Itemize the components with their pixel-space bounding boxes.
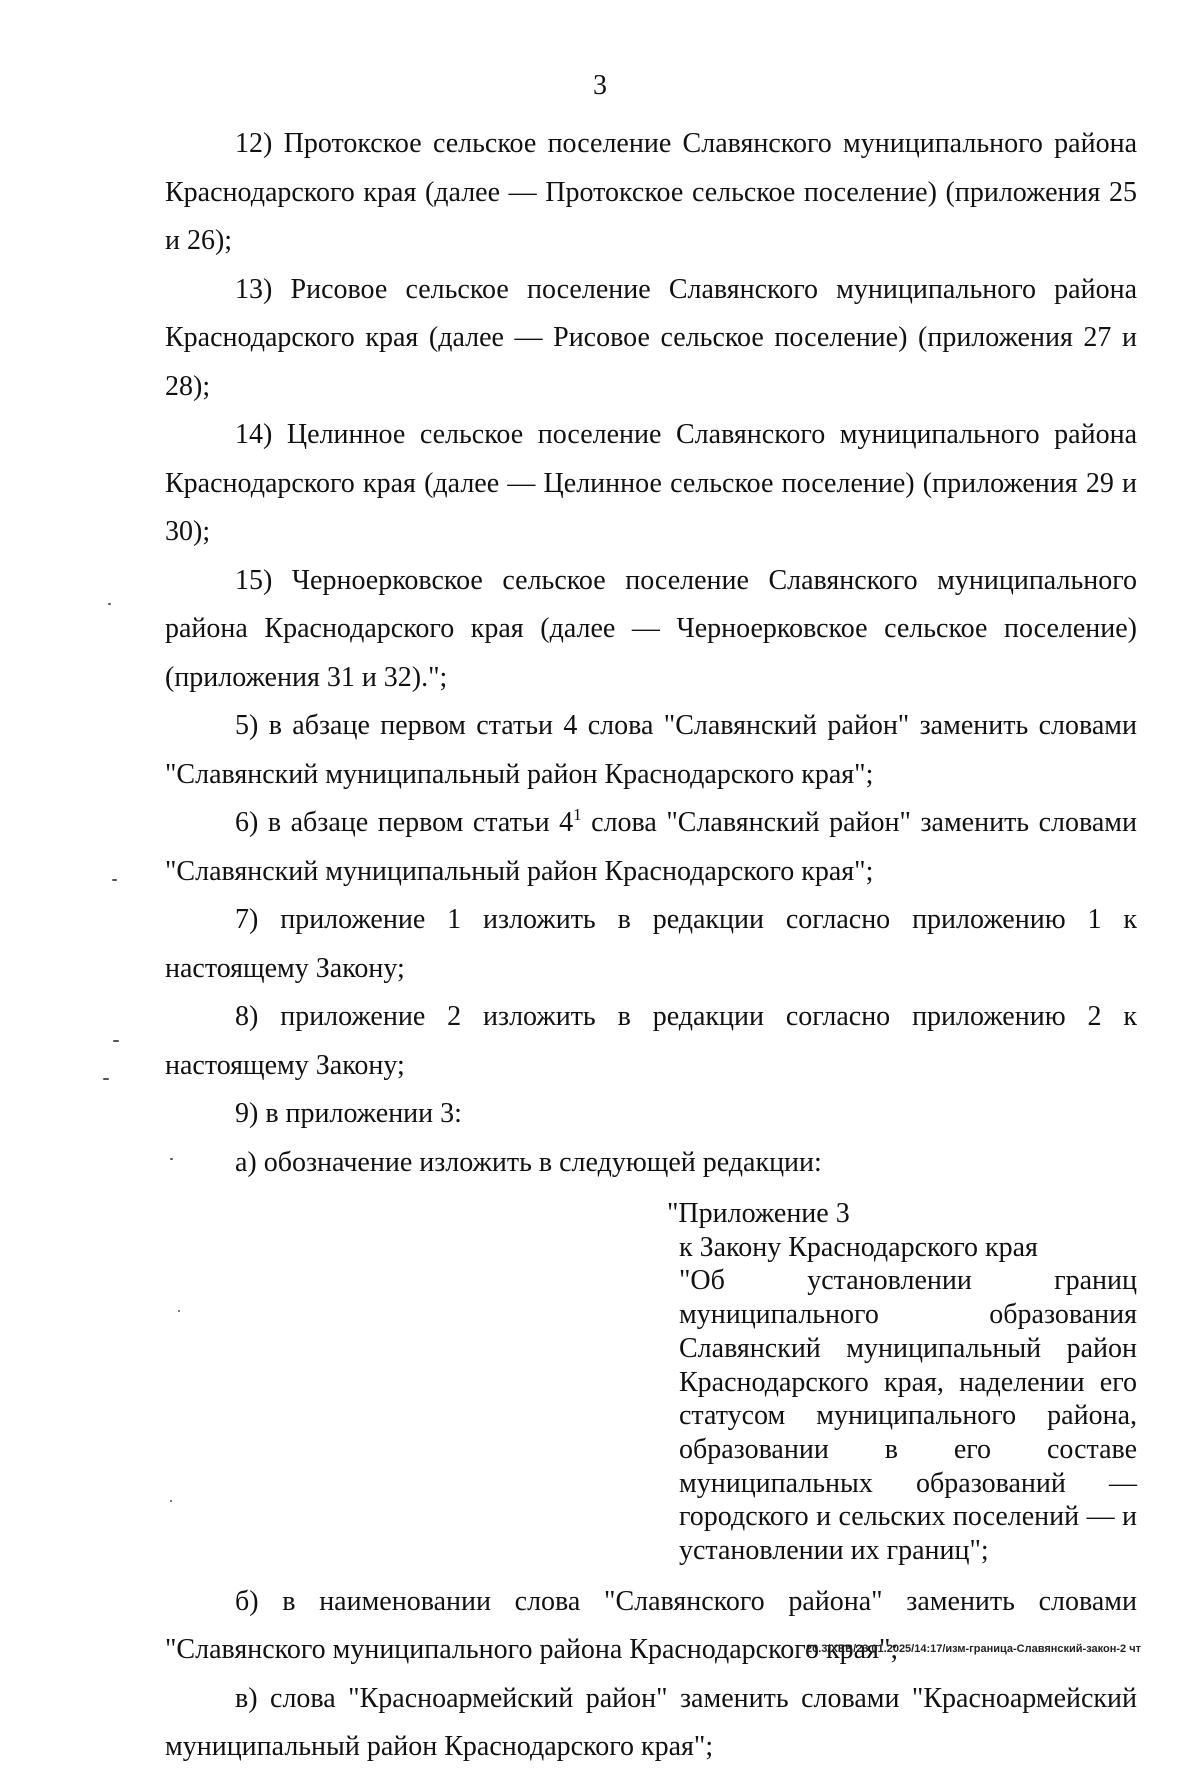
item-number: 15) [235,564,273,596]
item-text: Черноерковское сельское поселение Славянского муниципального района Краснодарского края (далее — Черноерковское сельское поселение) (приложения 31 и 32)."; [165,564,1137,693]
amendment-6 [165,799,1137,896]
item-number: 12) [235,128,273,159]
item-number: 13) [235,273,273,305]
appendix-designation [667,1197,1137,1568]
scan-speck [108,603,111,605]
amendment-8: 8) приложение 2 изложить в редакции согласно приложению 2 к настоящему Закону; [165,1001,1137,1081]
scan-speck [113,1040,119,1042]
sub-item-a: а) обозначение изложить в следующей редакции: [235,1146,822,1178]
page-number: 3 [593,70,607,101]
scan-speck [178,1310,180,1312]
scan-speck [170,1500,172,1502]
item-text: Рисовое сельское поселение Славянского муниципального района Краснодарского края (далее — Рисовое сельское поселение) (приложения 27 и 28); [165,273,1138,402]
appendix-title: "Приложение 3 [667,1198,850,1229]
list-item [165,557,1137,703]
item-text: Протокское сельское поселение Славянского муниципального района Краснодарского края (далее — Протокское сельское поселение) (приложения 25 и 26); [165,128,1138,256]
document-body [165,120,1137,1772]
sub-item-v: в) слова "Красноармейский район" заменить словами "Красноармейский муниципальный район Краснодарского края"; [165,1682,1137,1763]
amendment-5: 5) в абзаце первом статьи 4 слова "Славянский район" заменить словами "Славянский муниципальный район Краснодарского края"; [165,710,1137,790]
list-item [165,411,1137,557]
appendix-law-ref: к Закону Краснодарского края [679,1231,1038,1263]
amendment-7: 7) приложение 1 изложить в редакции согласно приложению 1 к настоящему Закону; [165,904,1137,984]
scan-speck [112,879,117,881]
item-number: 14) [235,419,273,450]
sub-item-b: б) в наименовании слова "Славянского района" заменить словами "Славянского муниципального района Краснодарского края"; [165,1585,1137,1666]
scan-speck [170,1158,173,1160]
document-footer-code: 20.3/ХЕВ/23.01.2025/14:17/изм-граница-Славянский-закон-2 чт [805,1643,1141,1655]
amendment-9: 9) в приложении 3: [235,1098,462,1129]
item-text: Целинное сельское поселение Славянского муниципального района Краснодарского края (далее — Целинное сельское поселение) (приложения 29 и 30); [165,419,1138,547]
scan-speck [103,1078,109,1080]
list-item [165,120,1137,266]
amendment-6-after: слова "Славянский район" заменить словами "Славянский муниципальный район Краснодарского края"; [165,807,1137,887]
appendix-law-name: "Об установлении границ муниципального образования Славянский муниципальный район Краснодарского края, наделении его статусом муниципального района, образовании в его составе муниципальных образований — городского и сельских поселений — и установлении их границ"; [679,1265,1137,1567]
list-item [165,266,1137,412]
amendment-6-superscript: 1 [573,805,582,824]
amendment-6-before: 6) в абзаце первом статьи 4 [235,807,574,838]
